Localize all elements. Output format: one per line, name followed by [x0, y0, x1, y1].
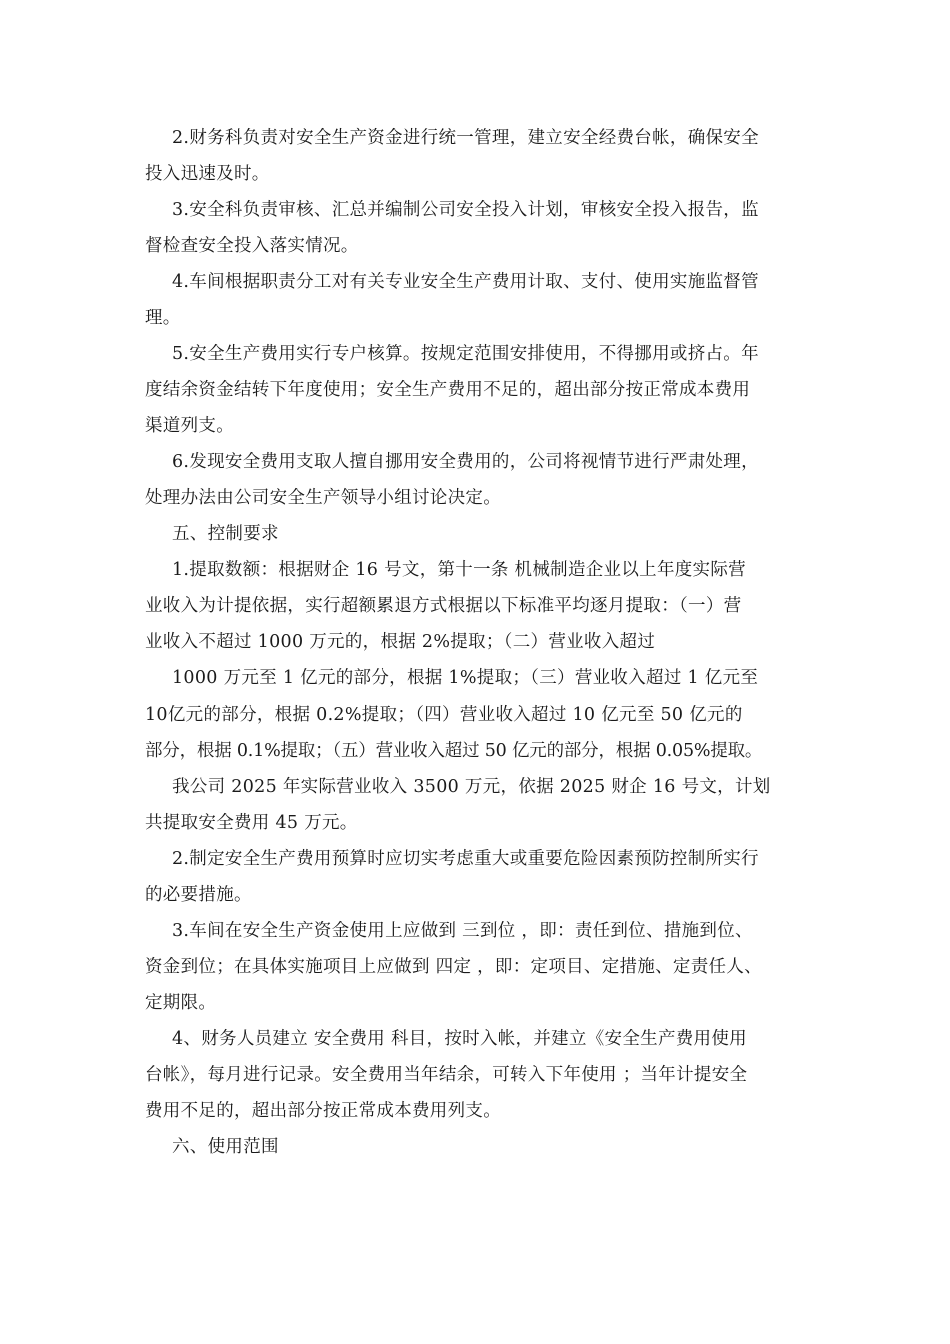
text-line-1: 2.财务科负责对安全生产资金进行统一管理，建立安全经费台帐，确保安全 — [172, 128, 759, 148]
text-line-3: 3.安全科负责审核、汇总并编制公司安全投入计划，审核安全投入报告，监 — [172, 200, 759, 220]
text-line-8: 度结余资金结转下年度使用；安全生产费用不足的，超出部分按正常成本费用 — [145, 380, 751, 400]
text-line-11: 处理办法由公司安全生产领导小组讨论决定。 — [145, 488, 501, 508]
text-line-2: 投入迅速及时。 — [145, 164, 270, 184]
text-line-20: 共提取安全费用 45 万元。 — [145, 813, 358, 833]
text-line-24: 资金到位；在具体实施项目上应做到 四定 ，即：定项目、定措施、定责任人、 — [145, 957, 762, 977]
text-line-25: 定期限。 — [145, 993, 217, 1013]
text-line-26: 4、财务人员建立 安全费用 科目，按时入帐，并建立《安全生产费用使用 — [172, 1029, 747, 1049]
text-line-21: 2.制定安全生产费用预算时应切实考虑重大或重要危险因素预防控制所实行 — [172, 849, 759, 869]
text-line-4: 督检查安全投入落实情况。 — [145, 236, 359, 256]
text-line-28: 费用不足的，超出部分按正常成本费用列支。 — [145, 1101, 501, 1121]
text-line-17: 10亿元的部分，根据 0.2%提取；（四）营业收入超过 10 亿元至 50 亿元的 — [145, 705, 743, 725]
text-line-13: 1.提取数额：根据财企 16 号文，第十一条 机械制造企业以上年度实际营 — [172, 560, 746, 580]
section-heading-5: 五、控制要求 — [172, 524, 279, 544]
text-line-18: 部分，根据 0.1%提取；（五）营业收入超过 50 亿元的部分，根据 0.05%提取。 — [145, 741, 763, 761]
text-line-15: 业收入不超过 1000 万元的，根据 2%提取；（二）营业收入超过 — [145, 632, 656, 652]
text-line-5: 4.车间根据职责分工对有关专业安全生产费用计取、支付、使用实施监督管 — [172, 272, 759, 292]
text-line-16: 1000 万元至 1 亿元的部分，根据 1%提取；（三）营业收入超过 1 亿元至 — [172, 668, 759, 688]
text-line-7: 5.安全生产费用实行专户核算。按规定范围安排使用，不得挪用或挤占。年 — [172, 344, 759, 364]
text-line-10: 6.发现安全费用支取人擅自挪用安全费用的，公司将视情节进行严肃处理， — [172, 452, 759, 472]
text-line-9: 渠道列支。 — [145, 416, 234, 436]
text-line-27: 台帐》，每月进行记录。安全费用当年结余，可转入下年使用 ；当年计提安全 — [145, 1065, 748, 1085]
text-line-23: 3.车间在安全生产资金使用上应做到 三到位 ，即：责任到位、措施到位、 — [172, 921, 753, 941]
text-line-6: 理。 — [145, 308, 181, 328]
text-line-22: 的必要措施。 — [145, 885, 252, 905]
text-line-19: 我公司 2025 年实际营业收入 3500 万元，依据 2025 财企 16 号文，计划 — [172, 777, 771, 797]
section-heading-6: 六、使用范围 — [172, 1137, 279, 1157]
text-line-14: 业收入为计提依据，实行超额累退方式根据以下标准平均逐月提取：（一）营 — [145, 596, 742, 616]
